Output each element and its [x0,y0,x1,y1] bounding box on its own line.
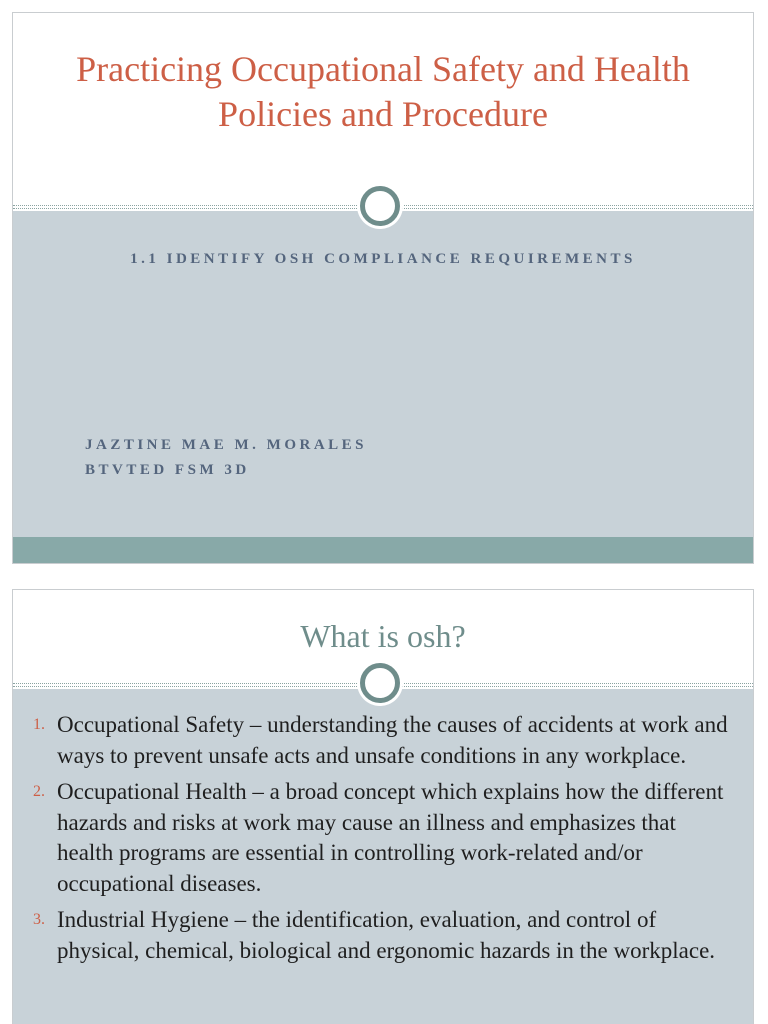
slide-subtitle: 1.1 IDENTIFY OSH COMPLIANCE REQUIREMENTS [130,251,636,267]
author-name: JAZTINE MAE M. MORALES [85,437,368,453]
slide-footer-bar [13,537,753,564]
circle-ornament [360,186,400,226]
list-item-text: Occupational Health – a broad concept which explains how the different hazards and risks at work may cause an illness and emphasizes that health programs are essential in controlling work-related and/or occupational diseases. [57,779,724,896]
list-item [33,777,735,899]
author-program: BTVTED FSM 3D [85,462,250,478]
section-title: What is osh? [300,618,466,654]
author-block [85,433,367,483]
list-item-text: Occupational Safety – understanding the causes of accidents at work and ways to prevent unsafe acts and unsafe conditions in any workplace. [57,712,728,768]
title-slide [12,12,754,564]
list-item-number: 2. [33,783,45,800]
list-item-number: 1. [33,716,45,733]
list-item [33,905,735,966]
content-slide [12,589,754,1024]
list-item [33,710,735,771]
list-item-text: Industrial Hygiene – the identification, evaluation, and control of physical, chemical, biological and ergonomic hazards in the workplace. [57,907,716,963]
osh-definition-list [33,710,735,972]
title-area [13,13,753,203]
list-item-number: 3. [33,911,45,928]
circle-ornament [360,663,400,703]
slide-title: Practicing Occupational Safety and Health Policies and Procedure [76,49,690,134]
